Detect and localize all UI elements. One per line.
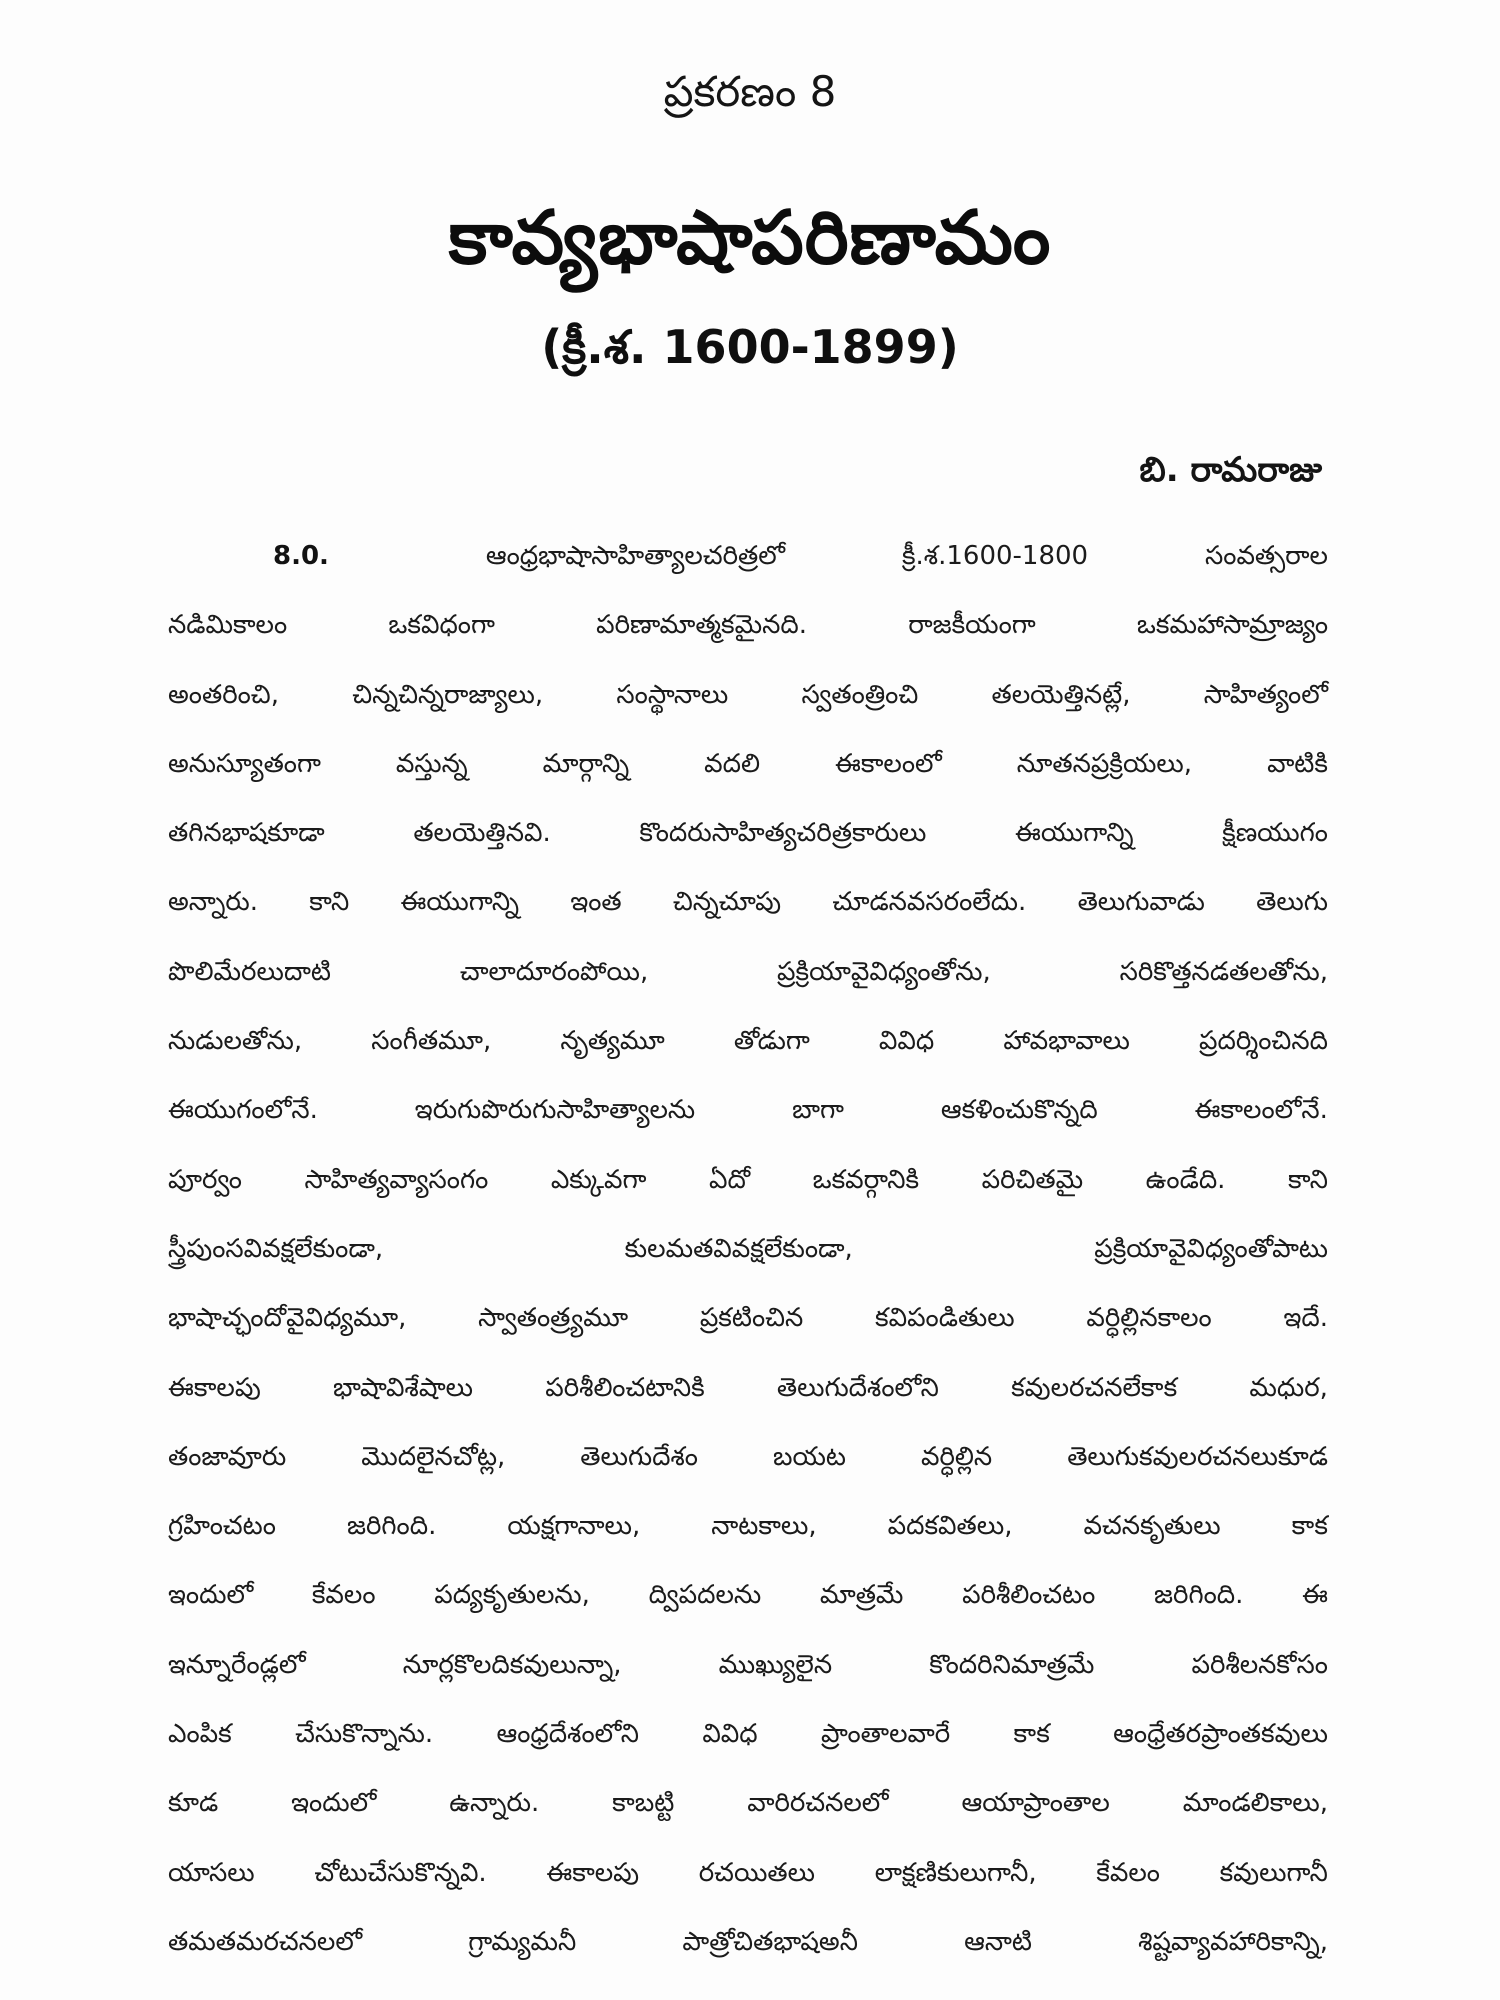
text-line: పొలిమేరలుదాటి చాలాదూరంపోయి, ప్రక్రియావైవిధ్యంతోను, సరికొత్తనడతలతోను, [168, 956, 1328, 987]
text-line: స్త్రీపుంసవివక్షలేకుండా, కులమతవివక్షలేకుండా, ప్రక్రియావైవిధ్యంతోపాటు [168, 1233, 1328, 1264]
text-line: ఇందులో కేవలం పద్యకృతులను, ద్విపదలను మాత్రమే పరిశీలించటం జరిగింది. ఈ [168, 1580, 1328, 1611]
chapter-label: ప్రకరణం 8 [663, 67, 837, 116]
text-line: అన్నారు. కాని ఈయుగాన్ని ఇంత చిన్నచూపు చూడనవసరంలేదు. తెలుగువాడు తెలుగు [168, 887, 1328, 918]
chapter-period: (క్రీ.శ. 1600-1899) [541, 320, 959, 374]
text-line: నడిమికాలం ఒకవిధంగా పరిణామాత్మకమైనది. రాజకీయంగా ఒకమహాసామ్రాజ్యం [168, 610, 1328, 641]
text-line: 8.0. ఆంధ్రభాషాసాహిత్యాలచరిత్రలో క్రీ.శ.1600-1800 సంవత్సరాల [168, 522, 1328, 591]
text-line: భాషాచ్ఛందోవైవిధ్యమూ, స్వాతంత్ర్యమూ ప్రకటించిన కవిపండితులు వర్ధిల్లినకాలం ఇదే. [168, 1303, 1328, 1334]
author-name: బి. రామరాజు [1139, 450, 1322, 490]
section-number: 8.0. [273, 541, 329, 571]
text-line: అనుస్యూతంగా వస్తున్న మార్గాన్ని వదలి ఈకాలంలో నూతనప్రక్రియలు, వాటికి [168, 748, 1328, 779]
text-line: తంజావూరు మొదలైనచోట్ల, తెలుగుదేశం బయట వర్ధిల్లిన తెలుగుకవులరచనలుకూడ [168, 1441, 1328, 1472]
text-line: పూర్వం సాహిత్యవ్యాసంగం ఎక్కువగా ఏదో ఒకవర్గానికి పరిచితమై ఉండేది. కాని [168, 1164, 1328, 1195]
text-line: తమతమరచనలలో గ్రామ్యమనీ పాత్రోచితభాషఅనీ ఆనాటి శిష్టవ్యావహారికాన్ని, [168, 1926, 1328, 1957]
chapter-title: కావ్యభాషాపరిణామం [448, 195, 1052, 281]
text-line: గ్రహించటం జరిగింది. యక్షగానాలు, నాటకాలు, పదకవితలు, వచనకృతులు కాక [168, 1511, 1328, 1542]
text-line: ఇన్నూరేండ్లలో నూర్లకొలదికవులున్నా, ముఖ్యులైన కొందరినిమాత్రమే పరిశీలనకోసం [168, 1649, 1328, 1680]
text-line: నుడులతోను, సంగీతమూ, నృత్యమూ తోడుగా వివిధ హావభావాలు ప్రదర్శించినది [168, 1026, 1328, 1057]
text-line: అంతరించి, చిన్నచిన్నరాజ్యాలు, సంస్థానాలు స్వతంత్రించి తలయెత్తినట్లే, సాహిత్యంలో [168, 679, 1328, 710]
text-line: ఎంపిక చేసుకొన్నాను. ఆంధ్రదేశంలోని వివిధ ప్రాంతాలవారే కాక ఆంధ్రేతరప్రాంతకవులు [168, 1719, 1328, 1750]
text-line: ఈయుగంలోనే. ఇరుగుపొరుగుసాహిత్యాలను బాగా ఆకళించుకొన్నది ఈకాలంలోనే. [168, 1095, 1328, 1126]
text-line: ఈకాలపు భాషావిశేషాలు పరిశీలించటానికి తెలుగుదేశంలోని కవులరచనలేకాక మధుర, [168, 1372, 1328, 1403]
text-line: యాసలు చోటుచేసుకొన్నవి. ఈకాలపు రచయితలు లాక్షణికులుగానీ, కేవలం కవులుగానీ [168, 1857, 1328, 1888]
body-paragraph [168, 522, 1328, 1977]
text-line: కూడ ఇందులో ఉన్నారు. కాబట్టి వారిరచనలలో ఆయాప్రాంతాల మాండలికాలు, [168, 1788, 1328, 1819]
text-line: తగినభాషకూడా తలయెత్తినవి. కొందరుసాహిత్యచరిత్రకారులు ఈయుగాన్ని క్షీణయుగం [168, 818, 1328, 849]
